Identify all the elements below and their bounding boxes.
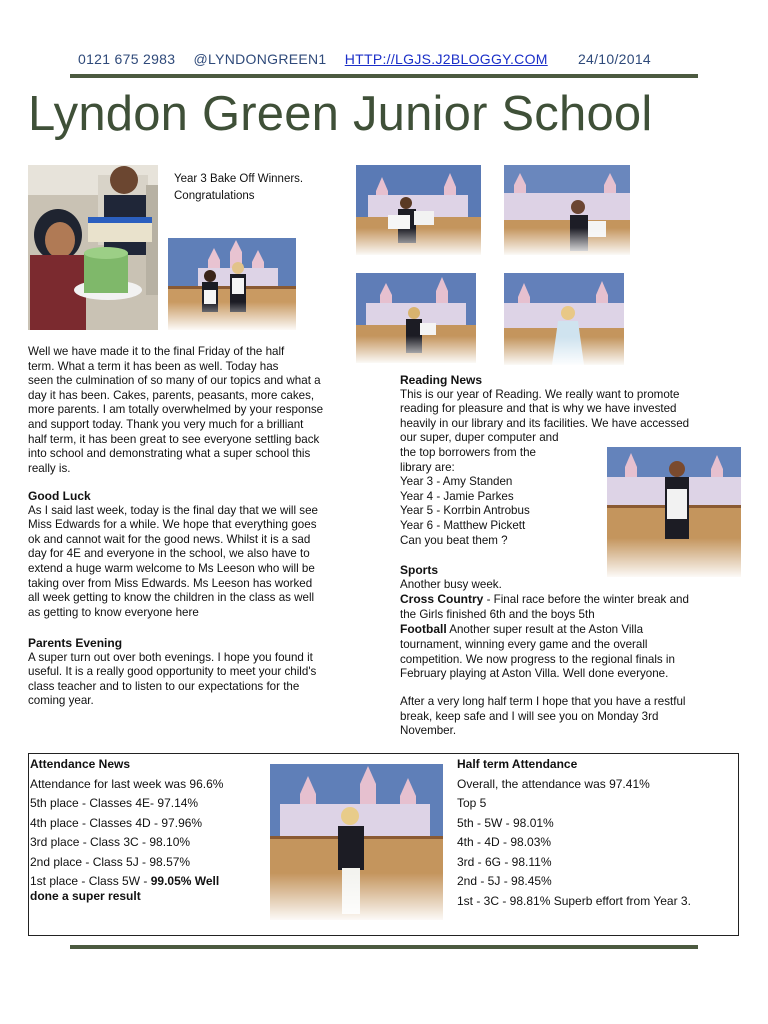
attendance-heading: Attendance News bbox=[30, 757, 131, 771]
intro-text: Well we have made it to the final Friday of the half term. What a term it has been as well. Today has seen the culmination of so many of our topics and what a day it has been. Cakes, parents, peasants, more cakes, more parents. I am totally overwhelmed by your response and support today. Thank you very much for a brilliant half term, it has been great to see everyone settling back into school and demonstrating what a super school this really is. bbox=[28, 345, 324, 475]
sports-heading: Sports bbox=[400, 563, 439, 577]
good-luck-section: Good Luck As I said last week, today is the final day that we will see Miss Edwards for a while. We hope that everything goes ok and cannot wait for the good news. Whilst it is a sad day for 4E and everyone in the school, we also have to extend a huge warm welcome to Ms Leeson who will be taking over from Miss Edwards. Ms Leeson has worked all week getting to know the children in the class as well as getting to know everyone here bbox=[28, 489, 368, 620]
half-term-attendance: Half term Attendance Overall, the attendance was 97.41% Top 5 5th - 5W - 98.01% 4th - 4D - 98.03% 3rd - 6G - 98.11% 2nd - 5J - 98.45% 1st - 3C - 98.81% Superb effort from Year 3. bbox=[457, 755, 737, 911]
bake-off-caption: Year 3 Bake Off Winners. Congratulations bbox=[174, 173, 304, 202]
football-label: Football bbox=[400, 622, 447, 637]
bake-off-photo bbox=[28, 165, 158, 330]
reading-news-heading: Reading News bbox=[400, 373, 483, 387]
parents-evening-heading: Parents Evening bbox=[28, 636, 123, 650]
reading-news-section: Reading News This is our year of Reading. We really want to promote reading for pleasure and that is why we have invested heavily in our library and its facilities. We have accessed our super, duper computer and the top borrowers from the library are: Year 3 - Amy Standen Year 4 - Jamie Parkes Year 5 - Korrbin Antrobus Year 6 - Matthew Pickett Can you beat them ? bbox=[400, 373, 740, 548]
attendance-news: Attendance News Attendance for last week was 96.6% 5th place - Classes 4E- 97.14% 4th place - Classes 4D - 97.96% 3rd place - Class 3C - 98.10% 2nd place - Class 5J - 98.57% 1st place - Class 5W - 99.05% Well done a super result bbox=[30, 755, 260, 904]
phone-number: 0121 675 2983 bbox=[78, 51, 176, 67]
contact-header bbox=[78, 51, 698, 67]
good-luck-heading: Good Luck bbox=[28, 489, 91, 503]
costume-photo bbox=[504, 273, 624, 365]
pupil-certificate-photo-3 bbox=[356, 273, 476, 363]
twitter-handle: @LYNDONGREEN1 bbox=[193, 51, 327, 67]
pupil-certificate-photo-1 bbox=[356, 165, 481, 255]
half-term-heading: Half term Attendance bbox=[457, 757, 578, 771]
page-title: Lyndon Green Junior School bbox=[28, 87, 653, 141]
closing-message: After a very long half term I hope that you have a restful break, keep safe and I will see you on Monday 3rd November. bbox=[400, 695, 686, 738]
sports-section: Sports Another busy week. Cross Country - Final race before the winter break and the Girls finished 6th and the boys 5th Football Another super result at the Aston Villa tournament, winning every game and the overall competition. We now progress to the regional finals in February playing at Aston Villa. Well done everyone. bbox=[400, 563, 745, 682]
footer-rule bbox=[70, 945, 698, 949]
parents-evening-section: Parents Evening A super turn out over both evenings. I hope you found it useful. It is a really good opportunity to meet your child's class teacher and to listen to our expectations for the coming year. bbox=[28, 636, 368, 709]
certificate-pupils-photo bbox=[168, 238, 296, 330]
newsletter-date: 24/10/2014 bbox=[577, 51, 652, 67]
cross-country-label: Cross Country bbox=[400, 592, 484, 607]
header-rule bbox=[70, 74, 698, 78]
pupil-certificate-photo-2 bbox=[504, 165, 630, 255]
website-link[interactable]: HTTP://LGJS.J2BLOGGY.COM bbox=[344, 51, 548, 67]
